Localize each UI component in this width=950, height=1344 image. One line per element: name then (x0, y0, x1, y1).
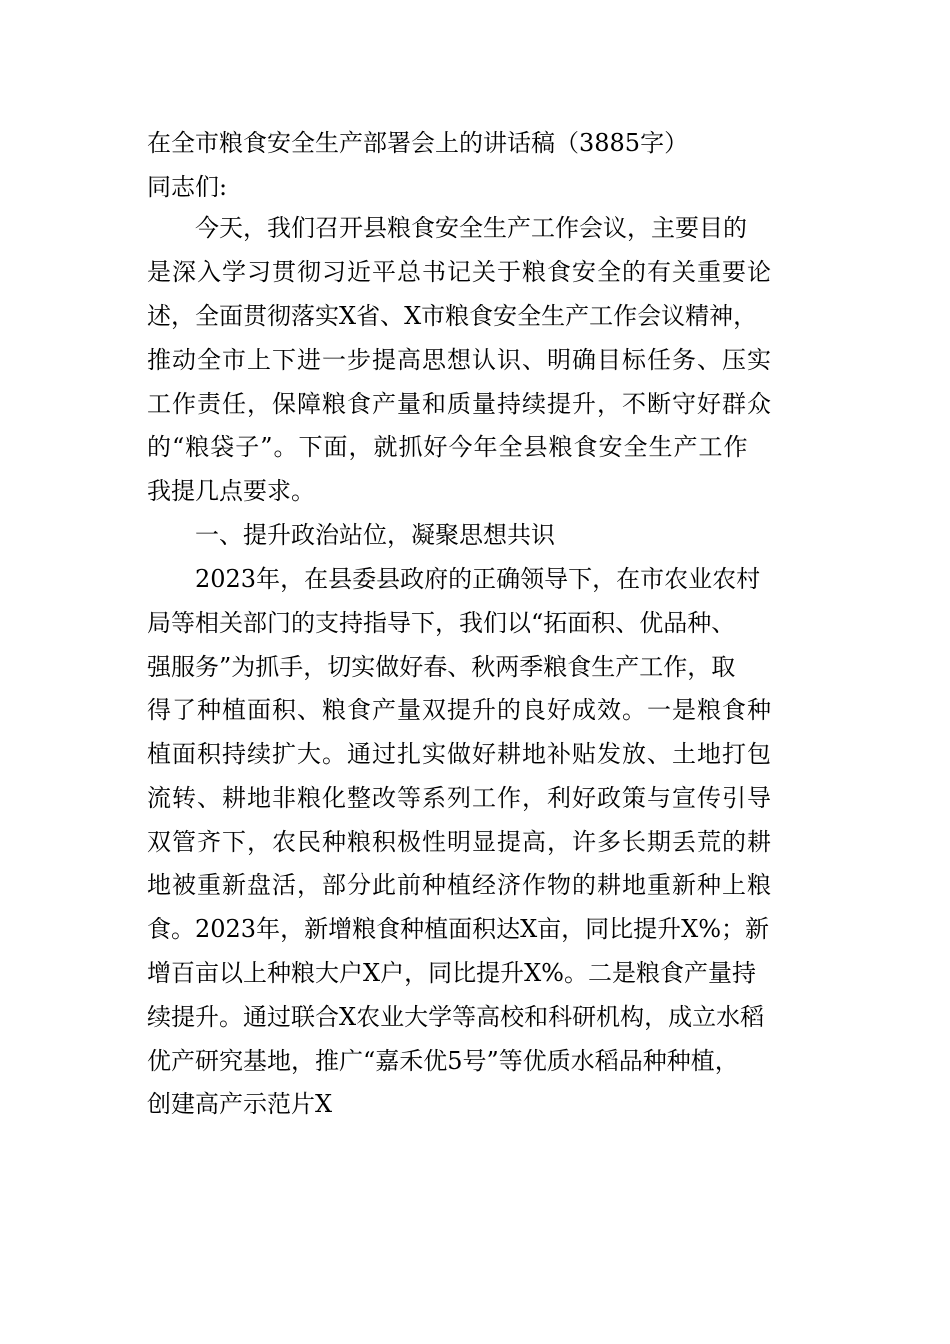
text-line: 是深入学习贯彻习近平总书记关于粮食安全的有关重要论 (147, 258, 772, 286)
section-heading: 一、提升政治站位，凝聚思想共识 (195, 521, 555, 549)
text-line: 流转、耕地非粮化整改等系列工作，利好政策与宣传引导 (147, 784, 772, 812)
text-line: 今天，我们召开县粮食安全生产工作会议，主要目的 (195, 214, 747, 242)
text-line: 创建高产示范片X (147, 1090, 333, 1118)
text-line: 我提几点要求。 (147, 477, 315, 505)
text-line: 的“粮袋子”。下面，就抓好今年全县粮食安全生产工作 (147, 433, 749, 461)
text-line: 强服务”为抓手，切实做好春、秋两季粮食生产工作，取 (147, 653, 736, 681)
salutation: 同志们: (147, 173, 228, 201)
text-line: 地被重新盘活，部分此前种植经济作物的耕地重新种上粮 (147, 871, 772, 899)
text-line: 续提升。通过联合X农业大学等高校和科研机构，成立水稻 (147, 1003, 765, 1031)
text-line: 增百亩以上种粮大户X户，同比提升X%。二是粮食产量持 (147, 959, 756, 987)
text-line: 食。2023年，新增粮食种植面积达X亩，同比提升X%；新 (147, 915, 770, 943)
text-line: 局等相关部门的支持指导下，我们以“拓面积、优品种、 (147, 609, 736, 637)
text-line: 双管齐下，农民种粮积极性明显提高，许多长期丢荒的耕 (147, 828, 772, 856)
text-line: 推动全市上下进一步提高思想认识、明确目标任务、压实 (147, 346, 772, 374)
text-line: 得了种植面积、粮食产量双提升的良好成效。一是粮食种 (147, 696, 772, 724)
text-line: 工作责任，保障粮食产量和质量持续提升，不断守好群众 (147, 390, 772, 418)
text-line: 2023年，在县委县政府的正确领导下，在市农业农村 (195, 565, 761, 593)
document-title: 在全市粮食安全生产部署会上的讲话稿（3885字） (147, 129, 689, 157)
text-line: 植面积持续扩大。通过扎实做好耕地补贴发放、土地打包 (147, 740, 772, 768)
text-line: 述，全面贯彻落实X省、X市粮食安全生产工作会议精神， (147, 302, 758, 330)
text-line: 优产研究基地，推广“嘉禾优5号”等优质水稻品种种植， (147, 1047, 739, 1075)
